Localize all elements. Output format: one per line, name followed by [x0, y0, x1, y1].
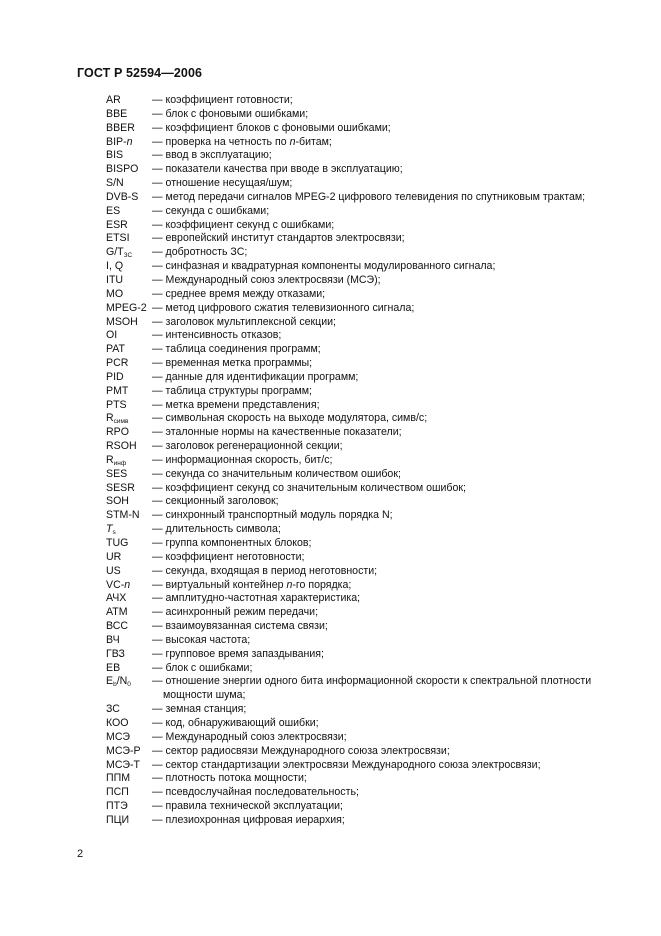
term-italic: T	[106, 523, 113, 536]
abbreviation-term: MPEG-2	[106, 301, 147, 314]
term-part: R	[106, 453, 114, 466]
term-part: G/T	[106, 246, 124, 259]
abbreviation-term: MSOH	[106, 315, 138, 328]
abbreviation-definition: — показатели качества при вводе в эксплуатацию;	[152, 163, 403, 176]
abbreviation-term: ПТЭ	[106, 800, 128, 813]
definition-italic: n	[286, 578, 293, 591]
abbreviation-definition: — синфазная и квадратурная компоненты модулированного сигнала;	[152, 260, 496, 273]
abbreviation-term: ЕВ	[106, 661, 121, 674]
subscript: симв	[113, 418, 129, 426]
abbreviation-row	[106, 648, 626, 662]
abbreviation-definition: — добротность ЗС;	[152, 246, 248, 259]
document-header: ГОСТ Р 52594—2006	[77, 66, 203, 80]
abbreviation-definition: — информационная скорость, бит/с;	[152, 453, 333, 466]
abbreviation-definition: — коэффициент неготовности;	[152, 550, 305, 563]
abbreviation-term: ППМ	[106, 772, 131, 785]
abbreviation-term: ETSI	[106, 232, 130, 245]
abbreviation-row	[106, 551, 626, 565]
definition-part: -го порядка;	[292, 578, 352, 591]
abbreviation-definition: — секунда, входящая в период неготовности;	[152, 564, 378, 577]
abbreviation-row	[106, 675, 626, 703]
term-italic: n	[126, 135, 133, 148]
abbreviation-definition: — длительность символа;	[152, 523, 281, 536]
abbreviation-row	[106, 371, 626, 385]
abbreviation-term: ESR	[106, 218, 128, 231]
abbreviation-row	[106, 537, 626, 551]
abbreviation-term: ITU	[106, 273, 124, 286]
abbreviation-definition: — коэффициент секунд со значительным количеством ошибок;	[152, 481, 466, 494]
abbreviation-definition: — интенсивность отказов;	[152, 329, 282, 342]
abbreviation-definition: — псевдослучайная последовательность;	[152, 786, 359, 799]
abbreviation-definition: — среднее время между отказами;	[152, 287, 326, 300]
abbreviation-definition: — заголовок регенерационной секции;	[152, 440, 343, 453]
abbreviation-definition	[152, 136, 626, 150]
subscript: ЗС	[123, 252, 133, 260]
abbreviation-row	[106, 620, 626, 634]
abbreviation-definition: — взаимоувязанная система связи;	[152, 620, 328, 633]
abbreviation-definition: — сектор радиосвязи Международного союза электросвязи;	[152, 744, 450, 757]
abbreviation-row	[106, 523, 626, 537]
abbreviation-definition: — ввод в эксплуатацию;	[152, 149, 272, 162]
abbreviation-row	[106, 191, 626, 205]
abbreviation-term: RPO	[106, 426, 129, 439]
abbreviation-definition: — блок с фоновыми ошибками;	[152, 107, 309, 120]
abbreviation-term	[106, 523, 152, 537]
abbreviation-definition: — синхронный транспортный модуль порядка N;	[152, 509, 393, 522]
abbreviation-definition: — правила технической эксплуатации;	[152, 800, 343, 813]
abbreviation-definition: — метод передачи сигналов MPEG-2 цифрового телевидения по спутниковым трактам;	[152, 190, 586, 203]
abbreviation-row	[106, 246, 626, 260]
abbreviation-row	[106, 440, 626, 454]
abbreviation-term	[106, 675, 152, 703]
abbreviation-row	[106, 163, 626, 177]
abbreviation-term: АЧХ	[106, 592, 127, 605]
abbreviation-row	[106, 606, 626, 620]
abbreviation-definition: — амплитудно-частотная характеристика;	[152, 592, 361, 605]
abbreviation-definition: — коэффициент секунд с ошибками;	[152, 218, 335, 231]
abbreviation-row	[106, 717, 626, 731]
abbreviation-term: ПЦИ	[106, 813, 130, 826]
definition-part: -битам;	[295, 135, 332, 148]
abbreviation-definition: — плезиохронная цифровая иерархия;	[152, 813, 345, 826]
abbreviation-definition: — эталонные нормы на качественные показатели;	[152, 426, 402, 439]
abbreviation-term: ВСС	[106, 620, 129, 633]
abbreviation-term: ГВЗ	[106, 647, 125, 660]
abbreviation-term: PMT	[106, 384, 129, 397]
abbreviation-definition: — секунда с ошибками;	[152, 204, 270, 217]
abbreviation-term: AR	[106, 94, 121, 106]
abbreviation-term: MO	[106, 287, 124, 300]
definition-part: — виртуальный контейнер	[152, 578, 287, 591]
abbreviation-row	[106, 412, 626, 426]
abbreviation-row	[106, 468, 626, 482]
abbreviation-row	[106, 662, 626, 676]
abbreviation-term: BISPO	[106, 163, 139, 176]
abbreviation-definition: — блок с ошибками;	[152, 661, 253, 674]
abbreviation-term: ЗС	[106, 703, 120, 716]
abbreviation-definition: — группа компонентных блоков;	[152, 537, 312, 549]
abbreviation-term: PAT	[106, 343, 126, 356]
abbreviation-term: КОО	[106, 716, 129, 729]
abbreviation-definition: — земная станция;	[152, 703, 247, 716]
abbreviation-row	[106, 274, 626, 288]
abbreviation-definition: — данные для идентификации программ;	[152, 370, 359, 383]
abbreviation-row	[106, 426, 626, 440]
abbreviation-row	[106, 592, 626, 606]
abbreviation-row	[106, 316, 626, 330]
abbreviation-term: BBER	[106, 121, 135, 134]
abbreviation-row	[106, 302, 626, 316]
term-part: E	[106, 675, 114, 688]
abbreviation-row	[106, 329, 626, 343]
abbreviation-term: SESR	[106, 481, 135, 494]
abbreviation-term: OI	[106, 329, 118, 342]
abbreviation-definition: — европейский институт стандартов электросвязи;	[152, 232, 405, 245]
abbreviation-term: PID	[106, 370, 124, 383]
term-italic: n	[124, 578, 131, 591]
abbreviation-term: PTS	[106, 398, 127, 411]
abbreviation-definition: — групповое время запаздывания;	[152, 647, 324, 660]
abbreviation-term: BIS	[106, 149, 124, 162]
abbreviation-definition: — метод цифрового сжатия телевизионного сигнала;	[152, 301, 415, 314]
abbreviation-row	[106, 385, 626, 399]
abbreviation-term	[106, 579, 152, 593]
term-part: /N	[116, 675, 128, 688]
abbreviation-row	[106, 786, 626, 800]
abbreviation-definition: — код, обнаруживающий ошибки;	[152, 716, 319, 729]
abbreviation-term: SOH	[106, 495, 129, 508]
abbreviation-term: BBE	[106, 107, 128, 120]
abbreviation-term	[106, 454, 152, 468]
abbreviation-row	[106, 634, 626, 648]
abbreviation-term: RSOH	[106, 440, 137, 453]
subscript: s	[112, 529, 116, 537]
term-part: VC-	[106, 578, 125, 591]
abbreviation-definition: — высокая частота;	[152, 633, 251, 646]
abbreviation-row	[106, 703, 626, 717]
abbreviation-row	[106, 772, 626, 786]
abbreviation-row	[106, 136, 626, 150]
abbreviation-definition: — таблица соединения программ;	[152, 343, 321, 356]
abbreviation-definition: — заголовок мультиплексной секции;	[152, 315, 336, 328]
abbreviation-definition: — плотность потока мощности;	[152, 772, 307, 785]
abbreviation-term: PCR	[106, 357, 129, 370]
abbreviation-row	[106, 108, 626, 122]
abbreviation-definition: — Международный союз электросвязи (МСЭ);	[152, 273, 381, 286]
abbreviation-definition: — метка времени представления;	[152, 398, 320, 411]
abbreviation-term	[106, 136, 152, 150]
page-number: 2	[77, 848, 84, 860]
abbreviation-row	[106, 219, 626, 233]
abbreviation-row	[106, 745, 626, 759]
abbreviation-row	[106, 94, 626, 108]
abbreviation-term: UR	[106, 550, 122, 563]
abbreviation-definition: — коэффициент блоков с фоновыми ошибками;	[152, 121, 391, 134]
abbreviation-row	[106, 149, 626, 163]
abbreviation-definition: — символьная скорость на выходе модулятора, симв/с;	[152, 412, 428, 425]
abbreviation-definition: — таблица структуры программ;	[152, 384, 313, 397]
abbreviation-term: I, Q	[106, 260, 124, 273]
abbreviation-definition	[152, 579, 626, 593]
abbreviation-term: US	[106, 564, 121, 577]
abbreviation-row	[106, 177, 626, 191]
abbreviation-term: МСЭ-Т	[106, 758, 140, 771]
abbreviation-row	[106, 122, 626, 136]
abbreviation-row	[106, 731, 626, 745]
abbreviation-definition: — секунда со значительным количеством ошибок;	[152, 467, 401, 480]
abbreviation-term: S/N	[106, 177, 124, 190]
subscript: b	[113, 681, 117, 689]
abbreviation-row	[106, 814, 626, 828]
abbreviation-row	[106, 232, 626, 246]
abbreviation-term	[106, 412, 152, 426]
abbreviation-definition: — Международный союз электросвязи;	[152, 730, 347, 743]
subscript: 0	[127, 681, 131, 689]
definition-part: — проверка на четность по	[152, 135, 290, 148]
abbreviation-definition: — отношение несущая/шум;	[152, 177, 293, 190]
abbreviation-row	[106, 509, 626, 523]
term-part: R	[106, 412, 114, 425]
abbreviation-term: TUG	[106, 537, 129, 549]
abbreviation-term: АТМ	[106, 606, 128, 619]
abbreviation-row	[106, 288, 626, 302]
abbreviation-term: DVB-S	[106, 190, 139, 203]
abbreviation-row	[106, 399, 626, 413]
abbreviation-term: ПСП	[106, 786, 129, 799]
abbreviation-row	[106, 260, 626, 274]
term-part: BIP-	[106, 135, 127, 148]
subscript: инф	[113, 459, 127, 467]
abbreviation-row	[106, 759, 626, 773]
abbreviation-term: ВЧ	[106, 633, 120, 646]
abbreviation-definition: — отношение энергии одного бита информационной скорости к спектральной плотности мощности шума;	[152, 675, 592, 702]
abbreviation-definition: — секционный заголовок;	[152, 495, 279, 508]
abbreviation-row	[106, 800, 626, 814]
abbreviation-definition: — асинхронный режим передачи;	[152, 606, 319, 619]
abbreviation-row	[106, 205, 626, 219]
abbreviation-definition: — коэффициент готовности;	[152, 94, 293, 106]
abbreviation-list	[106, 94, 626, 828]
abbreviation-term: МСЭ	[106, 730, 130, 743]
abbreviation-row	[106, 495, 626, 509]
abbreviation-row	[106, 565, 626, 579]
abbreviation-row	[106, 482, 626, 496]
abbreviation-definition: — сектор стандартизации электросвязи Международного союза электросвязи;	[152, 758, 541, 771]
definition-italic: n	[289, 135, 296, 148]
abbreviation-term: STM-N	[106, 509, 140, 522]
abbreviation-row	[106, 579, 626, 593]
abbreviation-row	[106, 357, 626, 371]
abbreviation-term	[106, 246, 152, 260]
abbreviation-row	[106, 454, 626, 468]
abbreviation-term: ES	[106, 204, 121, 217]
abbreviation-row	[106, 343, 626, 357]
abbreviation-term: SES	[106, 467, 128, 480]
abbreviation-term: МСЭ-Р	[106, 744, 141, 757]
abbreviation-definition: — временная метка программы;	[152, 357, 313, 370]
